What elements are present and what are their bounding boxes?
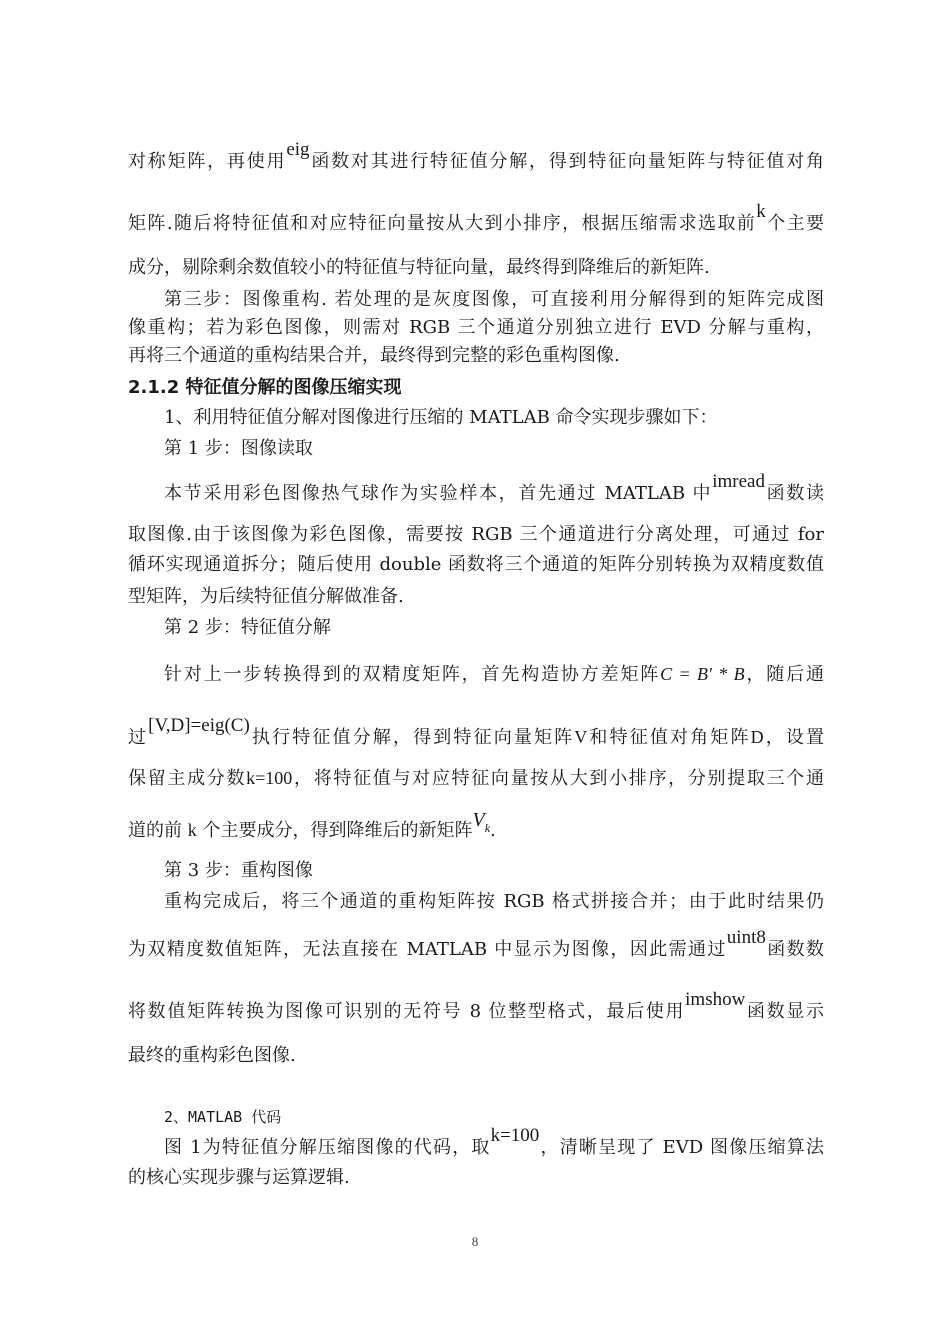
paragraph-line [164, 471, 825, 506]
paragraph-line [164, 1125, 824, 1160]
text: 和特征值对角矩阵 [587, 727, 751, 748]
step-heading: 第 1 步：图像读取 [164, 438, 313, 459]
text: . [490, 820, 496, 841]
paragraph-line [128, 989, 824, 1024]
paragraph-line [128, 201, 825, 236]
inline-code-uint8: uint8 [726, 927, 766, 948]
text: 针对上一步转换得到的双精度矩阵，首先构造协方差矩阵 [164, 664, 661, 685]
paragraph-line: 型矩阵，为后续特征值分解做准备. [128, 586, 404, 607]
paragraph-line: 1、利用特征值分解对图像进行压缩的 MATLAB 命令实现步骤如下： [164, 407, 718, 428]
text: 对称矩阵，再使用 [128, 151, 287, 172]
text: ，清晰呈现了 EVD 图像压缩算法 [539, 1137, 824, 1158]
paragraph-line: 循环实现通道拆分；随后使用 double 函数将三个通道的矩阵分别转换为双精度数值 [128, 554, 824, 575]
paragraph-line [164, 662, 824, 687]
paragraph-line: 再将三个通道的重构结果合并，最终得到完整的彩色重构图像. [128, 345, 620, 366]
subscript-k: k [484, 821, 491, 835]
text: 个主要成分，得到降维后的新矩阵 [202, 820, 473, 841]
paragraph-line [128, 766, 824, 791]
paragraph-line: 重构完成后，将三个通道的重构矩阵按 RGB 格式拼接合并；由于此时结果仍 [164, 891, 824, 912]
text: 图 1为特征值分解压缩图像的代码，取 [164, 1137, 491, 1158]
step-heading: 第 2 步：特征值分解 [164, 617, 331, 638]
paragraph-line [128, 927, 825, 962]
paragraph-line [128, 715, 825, 750]
text: 过 [128, 727, 149, 748]
inline-code-k100: k=100 [246, 768, 293, 788]
symbol-vk: V [472, 809, 485, 831]
section-subheading: 2、MATLAB 代码 [164, 1108, 282, 1126]
symbol-k: k [187, 820, 197, 840]
paragraph-line: 的核心实现步骤与运算逻辑. [128, 1167, 350, 1188]
paragraph-line: 第三步：图像重构. 若处理的是灰度图像，可直接利用分解得到的矩阵完成图 [164, 289, 824, 310]
text: 道的前 [128, 820, 182, 841]
formula-covariance: C = B′ * B [660, 664, 745, 684]
paragraph-line [128, 809, 824, 844]
symbol-d: D [750, 727, 764, 747]
text: 函数数 [765, 939, 825, 960]
paragraph-line: 成分，剔除剩余数值较小的特征值与特征向量，最终得到降维后的新矩阵. [128, 257, 710, 278]
text: 为双精度数值矩阵，无法直接在 MATLAB 中显示为图像，因此需通过 [128, 939, 727, 960]
inline-code-eig-call: [V,D]=eig(C) [148, 715, 250, 736]
paragraph-line [128, 139, 825, 174]
text: 矩阵.随后将特征值和对应特征向量按从大到小排序，根据压缩需求选取前 [128, 213, 757, 234]
text: 函数对其进行特征值分解，得到特征向量矩阵与特征值对角 [309, 151, 825, 172]
text: 保留主成分数 [128, 768, 247, 789]
inline-code-k: k [756, 201, 766, 222]
paragraph-line: 像重构；若为彩色图像，则需对 RGB 三个通道分别独立进行 EVD 分解与重构， [128, 317, 824, 338]
text: 本节采用彩色图像热气球作为实验样本，首先通过 MATLAB 中 [164, 483, 713, 504]
inline-code-k100: k=100 [490, 1125, 540, 1146]
symbol-v: V [574, 727, 588, 747]
inline-code-imshow: imshow [685, 989, 746, 1010]
text: 个主要 [765, 213, 825, 234]
text: 函数显示 [745, 1001, 824, 1022]
page-number: 8 [471, 1234, 479, 1249]
paragraph-line: 取图像.由于该图像为彩色图像，需要按 RGB 三个通道进行分离处理，可通过 for [128, 524, 824, 545]
text: ，设置 [763, 727, 825, 748]
step-heading: 第 3 步：重构图像 [164, 860, 313, 881]
text: 将数值矩阵转换为图像可识别的无符号 8 位整型格式，最后使用 [128, 1001, 686, 1022]
inline-code-imread: imread [712, 471, 765, 492]
inline-code-eig: eig [286, 139, 310, 160]
text: ，将特征值与对应特征向量按从大到小排序，分别提取三个通 [292, 768, 824, 789]
text: ，随后通 [744, 664, 824, 685]
paragraph-line: 最终的重构彩色图像. [128, 1045, 296, 1066]
section-heading: 2.1.2 特征值分解的图像压缩实现 [128, 377, 402, 398]
text: 执行特征值分解，得到特征向量矩阵 [249, 727, 575, 748]
text: 函数读 [764, 483, 825, 504]
